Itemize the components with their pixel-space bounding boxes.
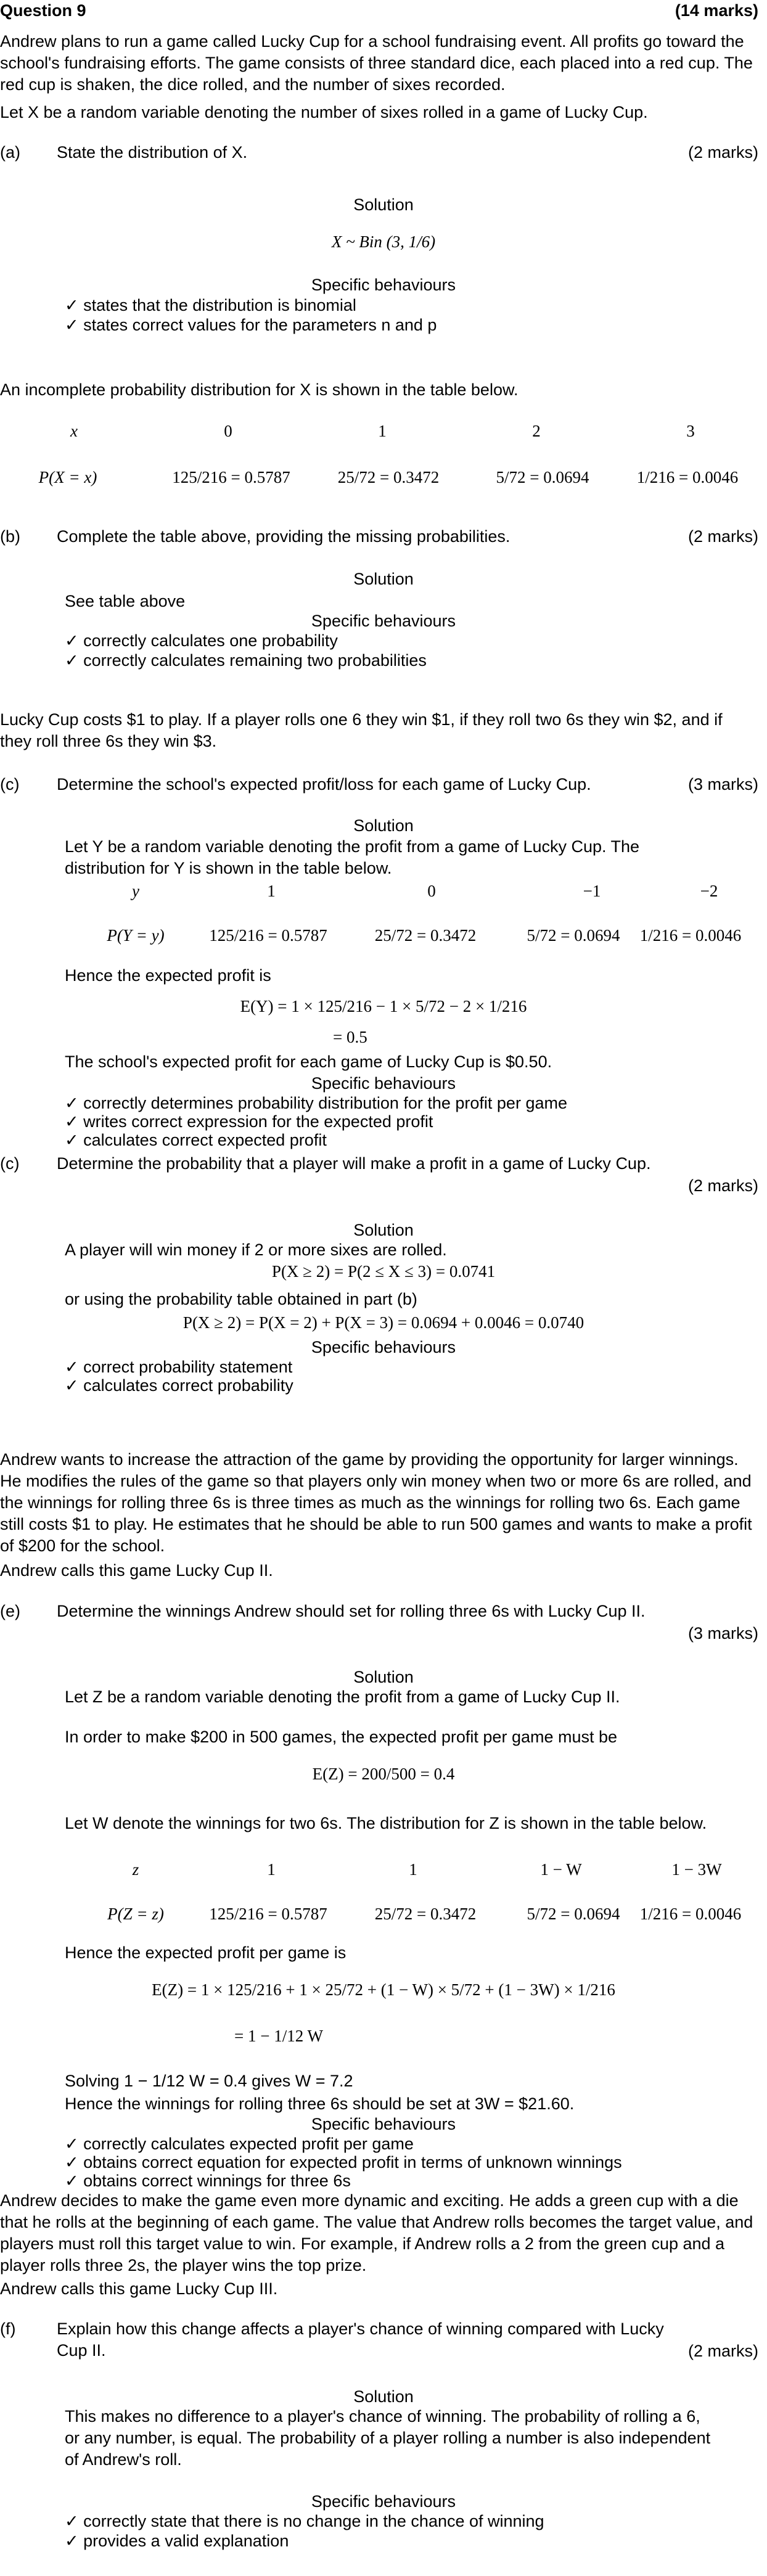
table-z-value: 1 − W [540, 1860, 582, 1879]
part-b-solution-label: Solution [353, 570, 414, 588]
part-b-behaviour-2: ✓ correctly calculates remaining two probabilities [65, 650, 761, 671]
table-prob-cell: 1/216 = 0.0046 [639, 926, 742, 945]
part-e-solution-label: Solution [353, 1668, 414, 1686]
table-prob-cell: 125/216 = 0.5787 [209, 926, 327, 945]
checkmark-icon [65, 1358, 83, 1376]
checkmark-icon [65, 316, 83, 334]
part-e-equation-2: E(Z) = 1 × 125/216 + 1 × 25/72 + (1 − W) × 5/72 + (1 − 3W) × 1/216 [152, 1980, 615, 1999]
part-a-solution-label: Solution [353, 195, 414, 214]
part-e-behaviours-label: Specific behaviours [311, 2115, 456, 2133]
part-f-text: Explain how this change affects a player's chance of winning compared with Lucky Cup II. [57, 2320, 664, 2360]
part-a-behaviour-2: ✓ states correct values for the parameters n and p [65, 314, 761, 336]
part-e-marks: (3 marks) [688, 1624, 758, 1643]
part-a-label: (a) [0, 143, 20, 162]
lucky-cup-3-name: Andrew calls this game Lucky Cup III. [0, 2279, 278, 2298]
table-intro: An incomplete probability distribution for X is shown in the table below. [0, 380, 519, 399]
checkmark-icon [65, 1094, 83, 1112]
part-a-text: State the distribution of X. [57, 143, 248, 162]
part-e-solve: Solving 1 − 1/12 W = 0.4 gives W = 7.2 [65, 2072, 353, 2090]
checkmark-icon [65, 2172, 83, 2190]
part-c2-equation-1: P(X ≥ 2) = P(2 ≤ X ≤ 3) = 0.0741 [271, 1262, 496, 1281]
part-f-solution: This makes no difference to a player's chance of winning. The probability of rolling a 6, or any number, is equal. The probability of a player rolling a number is also independent of Andrew's roll. [65, 2407, 711, 2469]
question-title: Question 9 [0, 1, 86, 20]
table-y-header: y [132, 882, 139, 900]
part-e-solution-line4: Hence the expected profit per game is [65, 1943, 347, 1962]
part-e-label: (e) [0, 1602, 20, 1620]
part-a-behaviours-label: Specific behaviours [311, 276, 456, 294]
table-px-header: P(X = x) [38, 468, 97, 486]
part-c2-solution-label: Solution [353, 1221, 414, 1239]
part-c1-behaviour-3: ✓ calculates correct expected profit [65, 1130, 761, 1151]
part-b-behaviour-1: ✓ correctly calculates one probability [65, 630, 761, 652]
part-e-behaviour-3: ✓ obtains correct winnings for three 6s [65, 2170, 761, 2192]
part-c1-marks: (3 marks) [688, 775, 758, 794]
part-e-behaviour-1: ✓ correctly calculates expected profit per game [65, 2133, 761, 2155]
table-prob-cell: 125/216 = 0.5787 [172, 468, 290, 486]
part-e-text: Determine the winnings Andrew should set for rolling three 6s with Lucky Cup II. [57, 1602, 646, 1620]
table-prob-cell: 5/72 = 0.0694 [527, 926, 620, 945]
table-prob-cell: 25/72 = 0.3472 [374, 1905, 477, 1923]
table-z-value: 1 − 3W [671, 1860, 722, 1879]
table-prob-cell: 1/216 = 0.0046 [639, 1905, 742, 1923]
part-b-solution: See table above [65, 592, 186, 610]
table-py-header: P(Y = y) [107, 926, 165, 945]
part-f-label: (f) [0, 2320, 16, 2338]
part-e-conclusion: Hence the winnings for rolling three 6s should be set at 3W = $21.60. [65, 2094, 575, 2113]
part-a-behaviour-1: ✓ states that the distribution is binomial [65, 295, 761, 316]
part-c1-label: (c) [0, 775, 20, 794]
table-prob-cell: 25/72 = 0.3472 [374, 926, 477, 945]
checkmark-icon [65, 296, 83, 314]
part-b-behaviours-label: Specific behaviours [311, 612, 456, 630]
part-c2-behaviour-2: ✓ calculates correct probability [65, 1375, 761, 1397]
intro-paragraph: Andrew plans to run a game called Lucky Cup for a school fundraising event. All profits go toward the school's fundraising efforts. The game consists of three standard dice, each placed into a red cup. The red cup is shaken, the dice rolled, and the number of sixes recorded. [0, 32, 753, 94]
checkmark-icon [65, 1376, 83, 1395]
table-y-value: 0 [427, 882, 436, 900]
part-e-behaviour-2: ✓ obtains correct equation for expected profit in terms of unknown winnings [65, 2152, 761, 2173]
part-c2-equation-2: P(X ≥ 2) = P(X = 2) + P(X = 3) = 0.0694 + 0.0046 = 0.0740 [183, 1313, 584, 1332]
table-prob-cell: 25/72 = 0.3472 [337, 468, 440, 486]
part-c1-expectation: E(Y) = 1 × 125/216 − 1 × 5/72 − 2 × 1/216 [240, 997, 527, 1015]
part-e-solution-line1: Let Z be a random variable denoting the profit from a game of Lucky Cup II. [65, 1688, 620, 1706]
part-a-solution: X ~ Bin (3, 1/6) [331, 232, 436, 251]
part-b-text: Complete the table above, providing the missing probabilities. [57, 527, 511, 546]
part-e-equation-1: E(Z) = 200/500 = 0.4 [312, 1765, 455, 1783]
checkmark-icon [65, 631, 83, 650]
table-y-value: −1 [583, 882, 601, 900]
part-c1-text: Determine the school's expected profit/loss for each game of Lucky Cup. [57, 775, 591, 794]
part-c1-solution-line2: Hence the expected profit is [65, 966, 271, 985]
part-c1-solution-label: Solution [353, 816, 414, 835]
part-c1-result: = 0.5 [333, 1028, 367, 1046]
checkmark-icon [65, 1112, 83, 1131]
part-b-label: (b) [0, 527, 20, 546]
table-z-header: z [132, 1860, 139, 1879]
lucky-cup-2-name: Andrew calls this game Lucky Cup II. [0, 1561, 273, 1580]
checkmark-icon [65, 2135, 83, 2153]
part-e-solution-line3: Let W denote the winnings for two 6s. The distribution for Z is shown in the table below. [65, 1814, 707, 1832]
part-b-marks: (2 marks) [688, 527, 758, 546]
part-f-marks: (2 marks) [688, 2342, 758, 2360]
question-marks: (14 marks) [675, 1, 758, 20]
table-x-value: 2 [532, 422, 541, 440]
part-c1-solution-intro: Let Y be a random variable denoting the profit from a game of Lucky Cup. The distribution for Y is shown in the table below. [65, 837, 640, 878]
checkmark-icon [65, 1131, 83, 1149]
table-z-value: 1 [409, 1860, 417, 1879]
part-c2-behaviours-label: Specific behaviours [311, 1338, 456, 1356]
table-pz-header: P(Z = z) [107, 1905, 164, 1923]
part-f-behaviours-label: Specific behaviours [311, 2492, 456, 2511]
part-c1-behaviour-2: ✓ writes correct expression for the expected profit [65, 1111, 761, 1133]
part-f-behaviour-1: ✓ correctly state that there is no change in the chance of winning [65, 2511, 761, 2532]
lucky-cup-3-paragraph: Andrew decides to make the game even more dynamic and exciting. He adds a green cup with a die that he rolls at the beginning of each game. The value that Andrew rolls becomes the target value, and players must roll this target value to win. For example, if Andrew rolls a 2 from the green cup and a player rolls three 2s, the player wins the top prize. [0, 2191, 753, 2275]
part-f-behaviour-2: ✓ provides a valid explanation [65, 2530, 761, 2552]
lucky-cup-2-paragraph: Andrew wants to increase the attraction of the game by providing the opportunity for larger winnings. He modifies the rules of the game so that players only win money when two or more 6s are rolled, and the winnings for rolling three 6s is three times as much as the winnings for rolling two 6s. Each game still costs $1 to play. He estimates that he should be able to run 500 games and wants to make a profit of $200 for the school. [0, 1450, 752, 1556]
table-x-value: 3 [686, 422, 695, 440]
checkmark-icon [65, 651, 83, 670]
part-a-marks: (2 marks) [688, 143, 758, 162]
part-f-solution-label: Solution [353, 2387, 414, 2406]
checkmark-icon [65, 2512, 83, 2530]
part-c1-conclusion: The school's expected profit for each game of Lucky Cup is $0.50. [65, 1052, 552, 1071]
cost-paragraph: Lucky Cup costs $1 to play. If a player rolls one 6 they win $1, if they roll two 6s they win $2, and if they roll three 6s they win $3. [0, 710, 723, 751]
part-c2-marks: (2 marks) [688, 1176, 758, 1195]
part-c1-behaviour-1: ✓ correctly determines probability distribution for the profit per game [65, 1093, 761, 1114]
part-e-solution-line2: In order to make $200 in 500 games, the expected profit per game must be [65, 1728, 618, 1746]
let-x-statement: Let X be a random variable denoting the number of sixes rolled in a game of Lucky Cup. [0, 103, 648, 121]
part-c2-behaviour-1: ✓ correct probability statement [65, 1356, 761, 1378]
part-c2-solution-line1: A player will win money if 2 or more sixes are rolled. [65, 1241, 447, 1259]
part-e-equation-3: = 1 − 1/12 W [234, 2027, 323, 2045]
table-prob-cell: 5/72 = 0.0694 [527, 1905, 620, 1923]
checkmark-icon [65, 2532, 83, 2550]
table-prob-cell: 5/72 = 0.0694 [496, 468, 589, 486]
question-header [0, 0, 758, 22]
table-z-value: 1 [267, 1860, 276, 1879]
table-prob-cell: 1/216 = 0.0046 [636, 468, 739, 486]
table-x-value: 1 [378, 422, 387, 440]
part-c1-behaviours-label: Specific behaviours [311, 1074, 456, 1093]
part-c2-label: (c) [0, 1154, 20, 1173]
table-prob-cell: 125/216 = 0.5787 [209, 1905, 327, 1923]
table-y-value: −2 [700, 882, 718, 900]
part-c2-solution-line2: or using the probability table obtained in part (b) [65, 1290, 417, 1308]
table-x-header: x [70, 422, 78, 440]
table-x-value: 0 [224, 422, 232, 440]
checkmark-icon [65, 2153, 83, 2172]
table-y-value: 1 [267, 882, 276, 900]
part-c2-text: Determine the probability that a player will make a profit in a game of Lucky Cup. [57, 1154, 651, 1173]
